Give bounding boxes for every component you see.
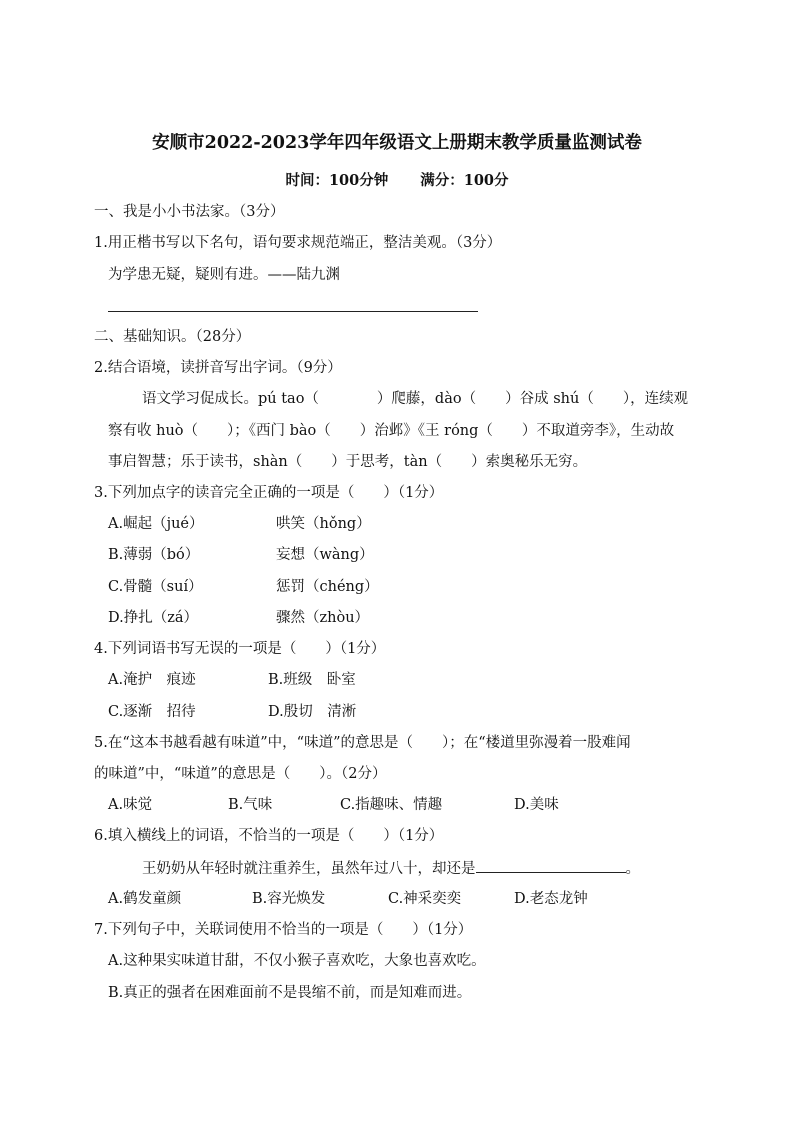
question-2-line-1: 语文学习促成长。pú tao（ ）爬藤，dào（ ）谷成 shú（ ），连续观 [142, 391, 689, 407]
q6-sentence-text: 王奶奶从年轻时就注重养生，虽然年过八十，却还是 [142, 861, 476, 877]
question-6-sentence [142, 858, 640, 879]
q7-option-a: A.这种果实味道甘甜，不仅小猴子喜欢吃，大象也喜欢吃。 [108, 953, 486, 969]
q3-option-c: C.骨髓（suí） [108, 579, 203, 595]
q3-option-c-word2: 惩罚（chéng） [276, 579, 379, 595]
q4-option-b: B.班级 卧室 [268, 672, 356, 688]
q7-option-b: B.真正的强者在困难面前不是畏缩不前，而是知难而进。 [108, 985, 472, 1001]
q3-option-b: B.薄弱（bó） [108, 547, 200, 563]
question-5-line-1: 5.在“这本书越看越有味道”中，“味道”的意思是（ ）；在“楼道里弥漫着一股难闻 [94, 735, 631, 751]
q6-option-d: D.老态龙钟 [514, 891, 588, 907]
q4-option-d: D.殷切 清淅 [268, 704, 357, 720]
exam-score: 满分：100分 [420, 172, 509, 189]
q6-fill-blank[interactable] [476, 858, 626, 873]
q3-option-d: D.挣扎（zá） [108, 610, 199, 626]
question-2-line-2: 察有收 huò（ ）；《西门 bào（ ）治邺》《王 róng（ ）不取道旁李》，生动故 [108, 423, 675, 439]
q6-option-a: A.鹤发童颜 [108, 891, 182, 907]
exam-subtitle [0, 171, 794, 191]
question-6-stem: 6.填入横线上的词语，不恰当的一项是（ ）（1分） [94, 828, 444, 844]
question-4-stem: 4.下列词语书写无误的一项是（ ）（1分） [94, 641, 386, 657]
question-3-stem: 3.下列加点字的读音完全正确的一项是（ ）（1分） [94, 485, 444, 501]
question-1-quote: 为学患无疑，疑则有进。——陆九渊 [108, 267, 340, 283]
question-2-line-3: 事启智慧；乐于读书，shàn（ ）于思考，tàn（ ）索奥秘乐无穷。 [108, 454, 588, 470]
q5-option-d: D.美味 [514, 797, 559, 813]
exam-time: 时间：100分钟 [285, 172, 389, 189]
q3-option-d-word2: 骤然（zhòu） [276, 610, 370, 626]
question-5-line-2: 的味道”中，“味道”的意思是（ ）。（2分） [94, 766, 387, 782]
q5-option-b: B.气味 [228, 797, 273, 813]
exam-title: 安顺市2022-2023学年四年级语文上册期末教学质量监测试卷 [152, 133, 642, 153]
section-2-heading: 二、基础知识。（28分） [94, 329, 251, 345]
q6-option-c: C.神采奕奕 [388, 891, 462, 907]
q4-option-c: C.逐渐 招待 [108, 704, 196, 720]
writing-line[interactable] [108, 311, 478, 312]
q4-option-a: A.淹护 痕迹 [108, 672, 196, 688]
q3-option-a: A.崛起（jué） [108, 516, 204, 532]
question-1-stem: 1.用正楷书写以下名句，语句要求规范端正，整洁美观。（3分） [94, 235, 502, 251]
q5-option-c: C.指趣味、情趣 [340, 797, 443, 813]
q6-option-b: B.容光焕发 [252, 891, 326, 907]
q5-option-a: A.味觉 [108, 797, 153, 813]
question-2-stem: 2.结合语境，读拼音写出字词。（9分） [94, 360, 342, 376]
q6-sentence-end: 。 [625, 861, 640, 877]
q3-option-a-word2: 哄笑（hǒng） [276, 516, 371, 532]
question-7-stem: 7.下列句子中，关联词使用不恰当的一项是（ ）（1分） [94, 922, 473, 938]
section-1-heading: 一、我是小小书法家。（3分） [94, 204, 285, 220]
q3-option-b-word2: 妄想（wàng） [276, 547, 374, 563]
